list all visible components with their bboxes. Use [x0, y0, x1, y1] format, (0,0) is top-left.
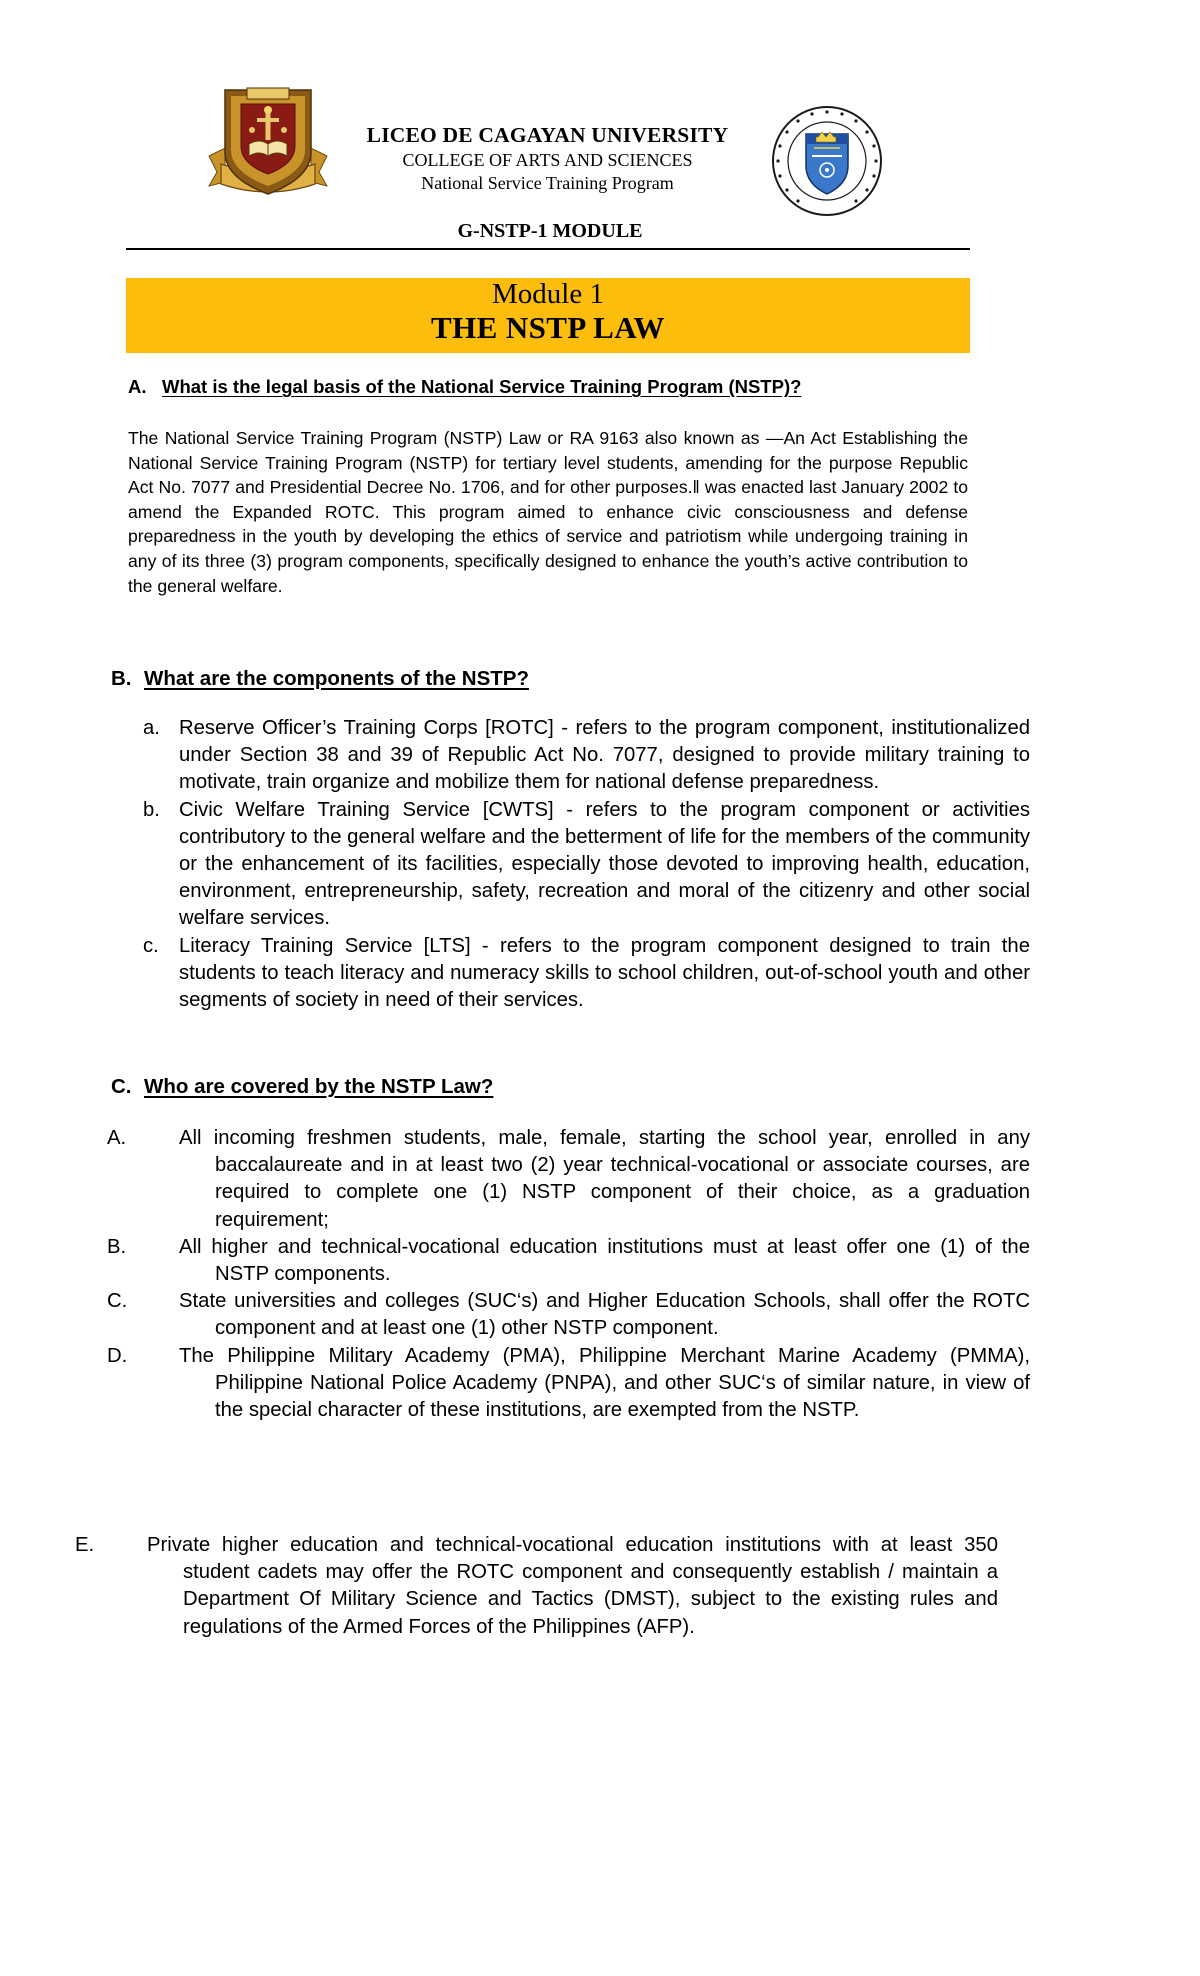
list-item: B. All higher and technical-vocational education institutions must at least offer one (1) of the NSTP components. [107, 1235, 1030, 1286]
module-code: G-NSTP-1 MODULE [457, 220, 643, 242]
section-a-body: The National Service Training Program (NSTP) Law or RA 9163 also known as —An Act Establishing the National Service Training Program (NSTP) for tertiary level students, amending for the purpose Republic Act No. 7077 and Presidential Decree No. 1706, and for other purposes.‖ was enacted last January 2002 to amend the Expanded ROTC. This program aimed to enhance civic consciousness and defense preparedness in the youth by developing the ethics of service and patriotism while undergoing training in any of its three (3) program components, specifically designed to enhance the youth’s active contribution to the general welfare. [128, 428, 968, 596]
section-b-heading [111, 667, 529, 691]
list-item-marker: a. [143, 717, 160, 739]
section-heading-text: What are the components of the NSTP? [144, 667, 529, 690]
module-title: THE NSTP LAW [431, 310, 665, 345]
list-item-text: Private higher education and technical-vocational education institutions with at least 350 student cadets may offer the ROTC component and consequently establish / maintain a Department Of Military Science and Tactics (DMST), subject to the existing rules and regulations of the Armed Forces of the Philippines (AFP). [147, 1534, 998, 1638]
section-marker: A. [128, 376, 147, 397]
section-heading-text: What is the legal basis of the National Service Training Program (NSTP)? [162, 376, 802, 397]
college-name: COLLEGE OF ARTS AND SCIENCES [402, 150, 693, 170]
list-item: D. The Philippine Military Academy (PMA), Philippine Merchant Marine Academy (PMMA), Philippine National Police Academy (PNPA), and other SUC‘s of similar nature, in view of the special character of these institutions, are exempted from the NSTP. [107, 1344, 1030, 1422]
list-item-text: All incoming freshmen students, male, female, starting the school year, enrolled in any baccalaureate and in at least two (2) year technical-vocational or associate courses, are required to complete one (1) NSTP component of their choice, as a graduation requirement; [179, 1127, 1030, 1231]
section-a-heading [128, 376, 801, 398]
private-institutions-list [75, 1532, 998, 1641]
module-banner [126, 278, 970, 353]
list-item-marker: c. [143, 934, 159, 957]
section-c-heading [111, 1075, 493, 1099]
list-item-text: All higher and technical-vocational education institutions must at least offer one (1) of the NSTP components. [179, 1235, 1030, 1286]
module-label: Module 1 [492, 278, 604, 310]
list-item-text: Reserve Officer’s Training Corps [ROTC] - refers to the program component, institutionalized under Section 38 and 39 of Republic Act No. 7077, designed to provide military training to motivate, train organize and mobilize them for national defense preparedness. [179, 717, 1030, 794]
list-item: E. Private higher education and technical-vocational education institutions with at least 350 student cadets may offer the ROTC component and consequently establish / maintain a Department Of Military Science and Tactics (DMST), subject to the existing rules and regulations of the Armed Forces of the Philippines (AFP). [75, 1534, 998, 1638]
section-marker: C. [111, 1075, 132, 1098]
liceo-university-seal-icon [203, 86, 333, 204]
list-item-text: The Philippine Military Academy (PMA), Philippine Merchant Marine Academy (PMMA), Philippine National Police Academy (PNPA), and other SUC‘s of similar nature, in view of the special character of these institutions, are exempted from the NSTP. [179, 1344, 1030, 1422]
list-item-text: Literacy Training Service [LTS] - refers to the program component designed to train the students to teach literacy and numeracy skills to school children, out-of-school youth and other segments of society in need of their services. [179, 934, 1030, 1012]
list-item [143, 715, 1030, 797]
list-item-text: State universities and colleges (SUC‘s) and Higher Education Schools, shall offer the ROTC component and at least one (1) other NSTP component. [179, 1290, 1030, 1340]
list-item-marker: b. [143, 798, 160, 821]
components-list [143, 715, 1030, 1014]
coverage-list [107, 1125, 1030, 1424]
list-item-text: Civic Welfare Training Service [CWTS] - refers to the program component or activities contributory to the general welfare and the betterment of life for the members of the community or the enhancement of its facilities, especially those devoted to improving health, education, environment, entrepreneurship, safety, recreation and moral of the citizenry and other social welfare services. [179, 798, 1030, 930]
list-item [143, 933, 1030, 1015]
section-heading-text: Who are covered by the NSTP Law? [144, 1075, 494, 1098]
list-item: A. All incoming freshmen students, male, female, starting the school year, enrolled in any baccalaureate and in at least two (2) year technical-vocational or associate courses, are required to complete one (1) NSTP component of their choice, as a graduation requirement; [107, 1127, 1030, 1231]
college-arts-sciences-seal-icon [770, 104, 884, 218]
header-divider [126, 248, 970, 250]
list-item: C. State universities and colleges (SUC‘s) and Higher Education Schools, shall offer the ROTC component and at least one (1) other NSTP component. [107, 1290, 1030, 1340]
list-item [143, 797, 1030, 933]
program-name: National Service Training Program [421, 173, 674, 193]
university-name: LICEO DE CAGAYAN UNIVERSITY [366, 123, 729, 147]
section-marker: B. [111, 667, 132, 690]
